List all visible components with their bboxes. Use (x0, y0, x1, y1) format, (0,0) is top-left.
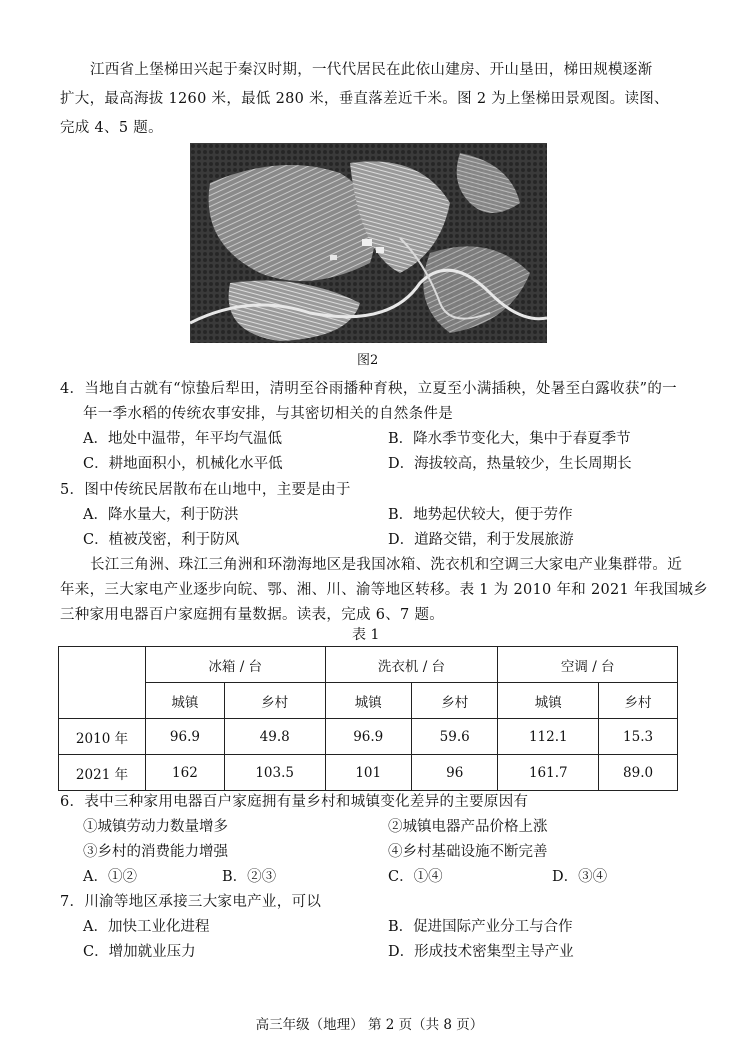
terraced-fields-image (190, 143, 547, 343)
table-cell: 49.8 (224, 719, 325, 755)
q7-option-a: A．加快工业化进程 (83, 919, 210, 935)
table-row-year: 2021 年 (59, 755, 146, 791)
q5-option-d: D．道路交错，利于发展旅游 (388, 532, 574, 548)
table-row (59, 719, 678, 755)
intro1-line1: 江西省上堡梯田兴起于秦汉时期，一代代居民在此依山建房、开山垦田，梯田规模逐渐 (90, 62, 653, 78)
table-group-fridge: 冰箱 / 台 (146, 647, 326, 683)
table-sub-header: 乡村 (224, 683, 325, 719)
q6-statement-1: ①城镇劳动力数量增多 (83, 819, 228, 835)
terraced-fields-photo (190, 143, 547, 343)
q6-statement-3: ③乡村的消费能力增强 (83, 844, 228, 860)
q6-option-d: D．③④ (552, 869, 608, 885)
table-sub-header: 城镇 (325, 683, 411, 719)
q7-option-c: C．增加就业压力 (83, 944, 196, 960)
table-cell: 112.1 (498, 719, 599, 755)
q6-option-b: B．②③ (222, 869, 277, 885)
intro2-line2: 年来，三大家电产业逐步向皖、鄂、湘、川、渝等地区转移。表 1 为 2010 年和 2021 年我国城乡 (60, 582, 708, 598)
q6-statement-4: ④乡村基础设施不断完善 (388, 844, 548, 860)
q6-statement-2: ②城镇电器产品价格上涨 (388, 819, 548, 835)
q6-option-a: A．①② (83, 869, 137, 885)
table-sub-header: 城镇 (498, 683, 599, 719)
figure-caption: 图2 (357, 353, 379, 368)
table-cell: 59.6 (411, 719, 498, 755)
intro2-line3: 三种家用电器百户家庭拥有量数据。读表，完成 6、7 题。 (60, 607, 445, 623)
table-cell: 103.5 (224, 755, 325, 791)
table-cell: 96.9 (146, 719, 225, 755)
table-title: 表 1 (352, 627, 380, 643)
table-cell: 89.0 (599, 755, 678, 791)
table-row (59, 755, 678, 791)
q4-option-b: B．降水季节变化大，集中于春夏季节 (388, 431, 631, 447)
table-row-year: 2010 年 (59, 719, 146, 755)
q4-option-a: A．地处中温带，年平均气温低 (83, 431, 282, 447)
table-corner-cell (59, 647, 146, 719)
q5-option-c: C．植被茂密，利于防风 (83, 532, 240, 548)
q5-option-b: B．地势起伏较大，便于劳作 (388, 507, 573, 523)
q4-option-d: D．海拔较高，热量较少，生长周期长 (388, 456, 632, 472)
q5-stem: 5．图中传统民居散布在山地中，主要是由于 (60, 482, 351, 498)
table-cell: 162 (146, 755, 225, 791)
page-footer: 高三年级（地理） 第 2 页（共 8 页） (255, 1017, 484, 1033)
q7-option-d: D．形成技术密集型主导产业 (388, 944, 574, 960)
intro1-line2: 扩大，最高海拔 1260 米，最低 280 米，垂直落差近千米。图 2 为上堡梯田景观图。读图、 (60, 91, 669, 107)
table-cell: 101 (325, 755, 411, 791)
table-cell: 96 (411, 755, 498, 791)
q7-option-b: B．促进国际产业分工与合作 (388, 919, 573, 935)
table-cell: 96.9 (325, 719, 411, 755)
q4-stem-line2: 年一季水稻的传统农事安排，与其密切相关的自然条件是 (83, 406, 453, 422)
table-sub-header: 乡村 (599, 683, 678, 719)
table-group-aircon: 空调 / 台 (498, 647, 678, 683)
intro1-line3: 完成 4、5 题。 (60, 120, 163, 136)
q6-option-c: C．①④ (388, 869, 443, 885)
q4-option-c: C．耕地面积小，机械化水平低 (83, 456, 283, 472)
table-group-washer: 洗衣机 / 台 (325, 647, 498, 683)
q6-stem: 6．表中三种家用电器百户家庭拥有量乡村和城镇变化差异的主要原因有 (60, 794, 529, 810)
intro2-line1: 长江三角洲、珠江三角洲和环渤海地区是我国冰箱、洗衣机和空调三大家电产业集群带。近 (90, 557, 682, 573)
q5-option-a: A．降水量大，利于防洪 (83, 507, 239, 523)
table-cell: 15.3 (599, 719, 678, 755)
q4-stem-line1: 4．当地自古就有“惊蛰后犁田，清明至谷雨播种育秧，立夏至小满插秧，处暑至白露收获”的一 (60, 381, 677, 397)
appliance-table (58, 646, 678, 791)
table-sub-header: 城镇 (146, 683, 225, 719)
table-sub-header: 乡村 (411, 683, 498, 719)
q7-stem: 7．川渝等地区承接三大家电产业，可以 (60, 894, 322, 910)
table-cell: 161.7 (498, 755, 599, 791)
